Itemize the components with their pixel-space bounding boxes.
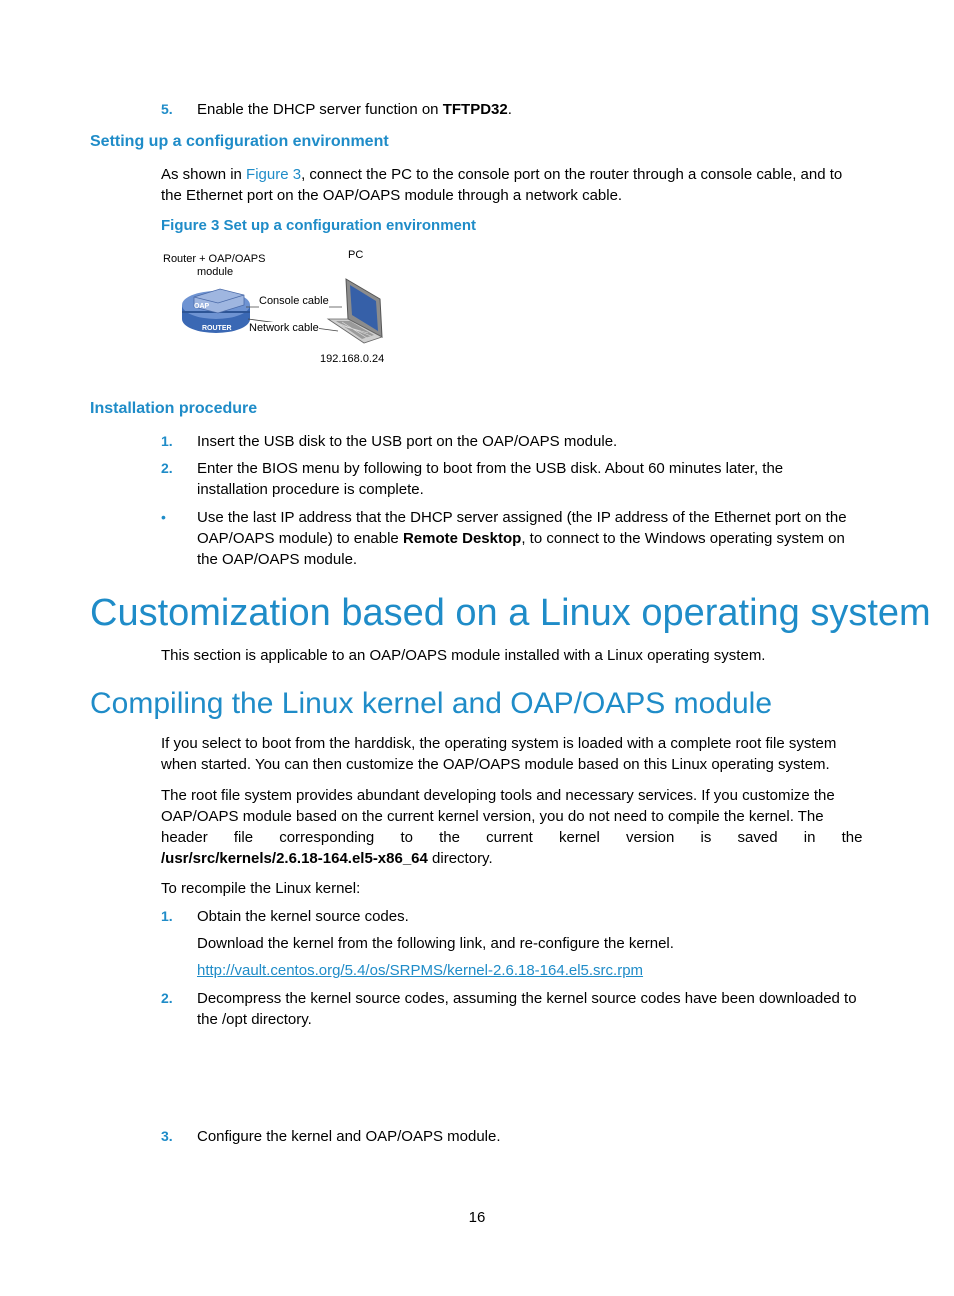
- router-text: ROUTER: [202, 325, 232, 332]
- step-text: Configure the kernel and OAP/OAPS module.: [197, 1128, 501, 1145]
- bullet-text: Use the last IP address that the DHCP server assigned (the IP address of the Ethernet port on the OAP/OAPS module) to enable Remote Desktop, to connect to the Windows operating system on the OAP/OAPS module.: [197, 509, 847, 568]
- console-cable-label: Console cable: [259, 295, 329, 307]
- figure-link[interactable]: Figure 3: [246, 166, 302, 183]
- kernel-download-link[interactable]: http://vault.centos.org/5.4/os/SRPMS/kernel-2.6.18-164.el5.src.rpm: [197, 962, 644, 979]
- laptop-icon: [328, 279, 382, 343]
- paragraph: As shown in Figure 3, connect the PC to the console port on the router through a console cable, and to the Ethernet port on the OAP/OAPS module through a network cable.: [161, 166, 843, 204]
- step-number: 3.: [161, 1128, 173, 1144]
- step-text: Obtain the kernel source codes.: [197, 908, 409, 925]
- step-subtext: Download the kernel from the following link, and re-configure the kernel.: [197, 935, 674, 952]
- paragraph: If you select to boot from the harddisk, the operating system is loaded with a complete root file system when started. You can then customize the OAP/OAPS module based on this Linux operating system.: [161, 735, 837, 773]
- paragraph: To recompile the Linux kernel:: [161, 880, 361, 897]
- oap-text: OAP: [194, 303, 210, 310]
- step-number: 5.: [161, 101, 173, 117]
- bullet-marker: •: [161, 509, 166, 525]
- pc-label: PC: [348, 249, 364, 261]
- section-title: Compiling the Linux kernel and OAP/OAPS module: [90, 687, 773, 720]
- ip-address: 192.168.0.24: [320, 353, 385, 365]
- router-label-2: module: [197, 266, 234, 278]
- figure-caption: Figure 3 Set up a configuration environment: [161, 217, 477, 234]
- step-text: Insert the USB disk to the USB port on the OAP/OAPS module.: [197, 433, 618, 450]
- step-number: 1.: [161, 908, 173, 924]
- paragraph: The root file system provides abundant developing tools and necessary services. If you customize the OAP/OAPS module based on the current kernel version, you do not need to compile the kernel. The header file corresponding to the current kernel version is saved in the /usr/src/kernels/2.6.18-164.el5-x86_64 directory.: [161, 787, 863, 867]
- chapter-title: Customization based on a Linux operating system: [90, 592, 931, 634]
- step-text: Enable the DHCP server function on TFTPD32.: [197, 101, 512, 118]
- step-number: 2.: [161, 990, 173, 1006]
- section-heading: Setting up a configuration environment: [90, 133, 389, 150]
- section-heading: Installation procedure: [90, 400, 258, 417]
- step-number: 2.: [161, 460, 173, 476]
- page-number: 16: [468, 1209, 486, 1226]
- router-label: Router + OAP/OAPS: [163, 253, 266, 265]
- step-text: Decompress the kernel source codes, assuming the kernel source codes have been downloaded to the /opt directory.: [197, 990, 857, 1028]
- paragraph: This section is applicable to an OAP/OAPS module installed with a Linux operating system.: [161, 647, 766, 664]
- step-number: 1.: [161, 433, 173, 449]
- network-diagram: [160, 245, 420, 375]
- step-text: Enter the BIOS menu by following to boot from the USB disk. About 60 minutes later, the installation procedure is complete.: [197, 460, 784, 498]
- network-cable-label: Network cable: [249, 322, 319, 334]
